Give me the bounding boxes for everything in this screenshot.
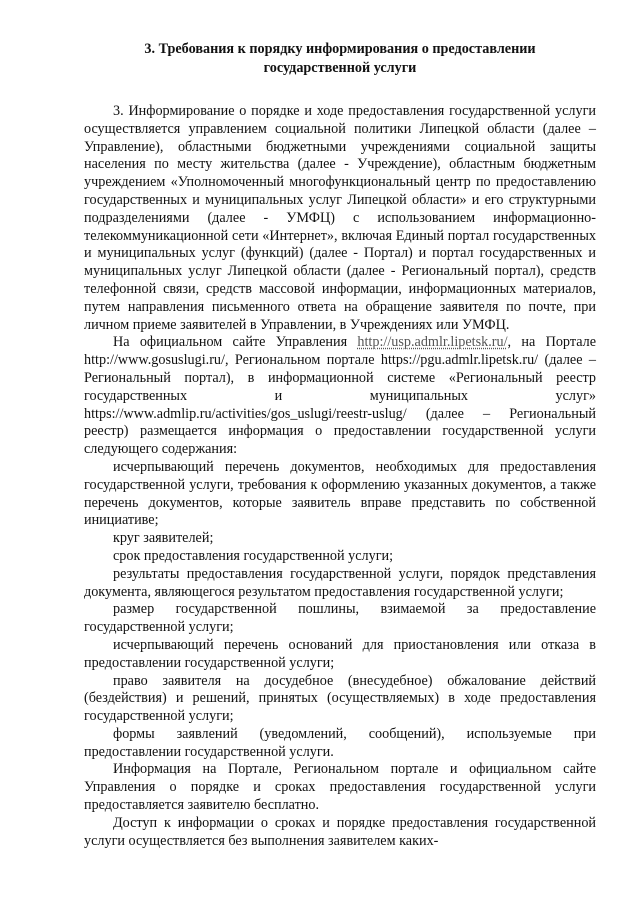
paragraph-sites [84, 334, 596, 459]
list-item-term: срок предоставления государственной услуги; [113, 547, 394, 564]
paragraph-free-info: Информация на Портале, Региональном портале и официальном сайте Управления о порядке и сроках предоставления государственной услуги предоставляется заявителю бесплатно. [84, 761, 596, 814]
list-item-duty: размер государственной пошлины, взимаемой за предоставление государственной услуги; [84, 601, 596, 636]
list-item-appeal: право заявителя на досудебное (внесудебное) обжалование действий (бездействия) и решений, принятых (осуществляемых) в ходе предоставления государственной услуги; [84, 672, 596, 725]
document-page [84, 40, 596, 850]
sites-text-end: , на Портале http://www.gosuslugi.ru/, Региональном портале https://pgu.admlr.lipetsk.ru/ (далее – Региональный портал), в информационной системе «Региональный реестр государственных и муниципальных услуг» https://www.admlip.ru/activities/gos_uslugi/reestr-uslug/ (далее – Региональный реестр) размещается информация о предоставлении государственной услуги следующего содержания: [84, 334, 596, 458]
sites-text-start: На официальном сайте Управления [113, 334, 358, 351]
heading-line-2: государственной услуги [263, 60, 417, 76]
list-item-results: результаты предоставления государственной услуги, порядок представления документа, являющегося результатом предоставления государственной услуги; [84, 565, 596, 600]
list-item-documents: исчерпывающий перечень документов, необходимых для предоставления государственной услуги, требования к оформлению указанных документов, а также перечень документов, которые заявитель вправе представить по собственной инициативе; [84, 458, 596, 529]
official-site-link[interactable]: http://usp.admlr.lipetsk.ru/ [357, 334, 508, 351]
paragraph-access: Доступ к информации о сроках и порядке предоставления государственной услуги осуществляется без выполнения заявителем каких- [84, 814, 596, 849]
list-item-applicants: круг заявителей; [113, 530, 214, 547]
list-item-grounds: исчерпывающий перечень оснований для приостановления или отказа в предоставлении государственной услуги; [84, 636, 596, 671]
section-heading [84, 40, 596, 78]
list-item-forms: формы заявлений (уведомлений, сообщений), используемые при предоставлении государственной услуги. [84, 725, 596, 760]
heading-line-1: 3. Требования к порядку информирования о предоставлении [144, 41, 536, 57]
paragraph-informing: 3. Информирование о порядке и ходе предоставления государственной услуги осуществляется управлением социальной политики Липецкой области (далее – Управление), областными бюджетными учреждениями социальной защиты населения по месту жительства (далее - Учреждение), областным бюджетным учреждением «Уполномоченный многофункциональный центр по предоставлению государственных и муниципальных услуг Липецкой области» и его структурными подразделениями (далее - УМФЦ) с использованием информационно-телекоммуникационной сети «Интернет», включая Единый портал государственных и муниципальных услуг (функций) (далее - Портал) и портал государственных и муниципальных услуг Липецкой области (далее - Региональный портал), средств телефонной связи, средств массовой информации, информационных материалов, путем направления письменного ответа на обращение заявителя по почте, при личном приеме заявителей в Управлении, в Учреждениях или УМФЦ. [84, 103, 596, 333]
